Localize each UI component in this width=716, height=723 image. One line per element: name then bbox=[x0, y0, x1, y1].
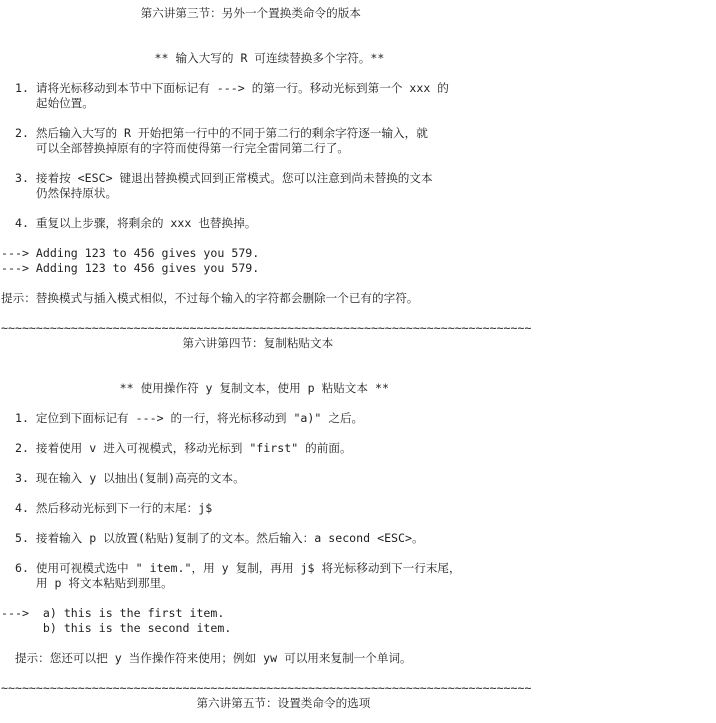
text-line: 仍然保持原状。 bbox=[1, 186, 118, 200]
text-line bbox=[1, 546, 531, 561]
vim-tutor-document bbox=[1, 6, 531, 711]
text-line bbox=[1, 426, 531, 441]
text-line bbox=[1, 231, 531, 246]
text-line bbox=[1, 366, 531, 381]
text-line: ~~~~~~~~~~~~~~~~~~~~~~~~~~~~~~~~~~~~~~~~~~~~~~~~~~~~~~~~~~~~~~~~~~~~~~~~~~~~ bbox=[1, 321, 532, 335]
text-line: ~~~~~~~~~~~~~~~~~~~~~~~~~~~~~~~~~~~~~~~~~~~~~~~~~~~~~~~~~~~~~~~~~~~~~~~~~~~~ bbox=[1, 681, 532, 695]
text-line bbox=[1, 456, 531, 471]
text-line: ---> a) this is the first item. bbox=[1, 606, 225, 620]
text-line bbox=[1, 396, 531, 411]
text-line bbox=[1, 201, 531, 216]
text-line: 第六讲第三节：另外一个置换类命令的版本 bbox=[1, 6, 361, 20]
text-line bbox=[1, 516, 531, 531]
text-line: 4. 然后移动光标到下一行的末尾：j$ bbox=[1, 501, 213, 515]
text-line: 第六讲第四节：复制粘贴文本 bbox=[1, 336, 334, 350]
text-line: 1. 请将光标移动到本节中下面标记有 ---> 的第一行。移动光标到第一个 xxx 的 bbox=[1, 81, 449, 95]
text-line: ** 输入大写的 R 可连续替换多个字符。** bbox=[1, 51, 385, 65]
text-line: 提示：您还可以把 y 当作操作符来使用；例如 yw 可以用来复制一个单词。 bbox=[1, 651, 412, 665]
text-line bbox=[1, 156, 531, 171]
text-line bbox=[1, 306, 531, 321]
text-line bbox=[1, 591, 531, 606]
text-line bbox=[1, 36, 531, 51]
text-line: 6. 使用可视模式选中 " item."，用 y 复制，再用 j$ 将光标移动到下一行末尾， bbox=[1, 561, 461, 575]
text-line: 提示：替换模式与插入模式相似，不过每个输入的字符都会删除一个已有的字符。 bbox=[1, 291, 419, 305]
text-line: b) this is the second item. bbox=[1, 621, 232, 635]
text-line: ---> Adding 123 to 456 gives you 579. bbox=[1, 246, 260, 260]
text-line: 2. 接着使用 v 进入可视模式，移动光标到 "first" 的前面。 bbox=[1, 441, 352, 455]
text-line: ** 使用操作符 y 复制文本，使用 p 粘贴文本 ** bbox=[1, 381, 389, 395]
text-line: 2. 然后输入大写的 R 开始把第一行中的不同于第二行的剩余字符逐一输入，就 bbox=[1, 126, 428, 140]
text-line: 3. 接着按 <ESC> 键退出替换模式回到正常模式。您可以注意到尚未替换的文本 bbox=[1, 171, 433, 185]
text-line: 5. 接着输入 p 以放置(粘贴)复制了的文本。然后输入：a second <ESC>。 bbox=[1, 531, 424, 545]
text-line bbox=[1, 351, 531, 366]
text-line bbox=[1, 636, 531, 651]
text-line: 3. 现在输入 y 以抽出(复制)高亮的文本。 bbox=[1, 471, 245, 485]
text-line bbox=[1, 21, 531, 36]
text-line bbox=[1, 111, 531, 126]
text-line: 4. 重复以上步骤，将剩余的 xxx 也替换掉。 bbox=[1, 216, 257, 230]
text-line bbox=[1, 666, 531, 681]
text-line: 起始位置。 bbox=[1, 96, 94, 110]
text-line: 可以全部替换掉原有的字符而使得第一行完全雷同第二行了。 bbox=[1, 141, 349, 155]
text-line bbox=[1, 66, 531, 81]
text-line: 1. 定位到下面标记有 ---> 的一行，将光标移动到 "a)" 之后。 bbox=[1, 411, 364, 425]
text-line: 用 p 将文本粘贴到那里。 bbox=[1, 576, 173, 590]
text-line: 第六讲第五节：设置类命令的选项 bbox=[1, 696, 371, 710]
text-line bbox=[1, 276, 531, 291]
text-line bbox=[1, 486, 531, 501]
text-line: ---> Adding 123 to 456 gives you 579. bbox=[1, 261, 260, 275]
